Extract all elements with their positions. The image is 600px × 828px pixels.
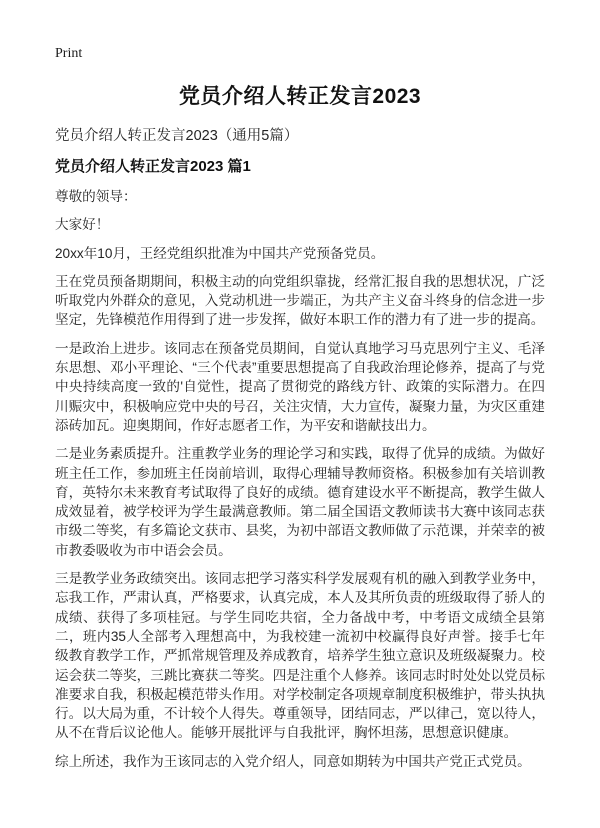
paragraph-intro: 20xx年10月，王经党组织批准为中国共产党预备党员。 xyxy=(55,245,385,261)
print-button[interactable]: Print xyxy=(55,46,83,61)
doc-subtitle: 党员介绍人转正发言2023（通用5篇） xyxy=(55,128,299,144)
paragraph-conclusion: 综上所述，我作为王该同志的入党介绍人，同意如期转为中国共产党正式党员。 xyxy=(55,753,531,769)
paragraph-body-4: 三是教学业务政绩突出。该同志把学习落实科学发展观有机的融入到教学业务中，忘我工作，严肃认真，严格要求，认真完成，本人及其所负责的班级取得了骄人的成绩、获得了多项桂冠。与学生同吃共宿，全力备战中考，中考语文成绩全县第二，班内35人全部考入理想高中，为我校建一流初中校赢得良好声誉。接手七年级教育教学工作，严抓常规管理及养成教育，培养学生独立意识及班级凝聚力。校运会获二等奖，三跳比赛获二等奖。四是注重个人修养。该同志时时处处以党员标准要求自我，积极起模范带头作用。对学校制定各项规章制度积极维护，带头执执行。以大局为重，不计较个人得失。尊重领导，团结同志，严以律己，宽以待人，从不在背后议论他人。能够开展批评与自我批评，胸怀坦荡，思想意识健康。 xyxy=(55,571,545,741)
paragraph-salutation: 尊敬的领导： xyxy=(55,189,137,204)
page-title: 党员介绍人转正发言2023 xyxy=(178,85,422,108)
paragraph-greeting: 大家好！ xyxy=(55,217,110,233)
section-heading: 党员介绍人转正发言2023 篇1 xyxy=(55,158,251,175)
paragraph-body-1: 王在党员预备期期间，积极主动的向党组织靠拢，经常汇报自我的思想状况，广泛听取党内外群众的意见，入党动机进一步端正，为共产主义奋斗终身的信念进一步坚定，先锋模范作用得到了进一步发挥，做好本职工作的潜力有了进一步的提高。 xyxy=(55,273,545,328)
paragraph-body-2: 一是政治上进步。该同志在预备党员期间，自觉认真地学习马克思列宁主义、毛泽东思想、邓小平理论、“三个代表”重要思想提高了自我政治理论修养，提高了与党中央持续高度一致的'自觉性，提高了贯彻党的路线方针、政策的实际潜力。在四川赈灾中，积极响应党中央的号召，关注灾情，大力宣传，凝聚力量，为灾区重建添砖加瓦。迎奥期间，作好志愿者工作，为平安和谐献技出力。 xyxy=(55,340,545,433)
paragraph-body-3: 二是业务素质提升。注重教学业务的理论学习和实践，取得了优异的成绩。为做好班主任工作，参加班主任岗前培训，取得心理辅导教师资格。积极参加有关培训教育，英特尔未来教育考试取得了良好的成绩。德育建设水平不断提高，教学生做人成效显着，被学校评为学生最满意教师。第二届全国语文教师读书大赛中该同志获市级二等奖，有多篇论文获市、县奖，为初中部语文教师做了示范课，并荣幸的被市教委吸收为市中语会会员。 xyxy=(55,446,545,558)
